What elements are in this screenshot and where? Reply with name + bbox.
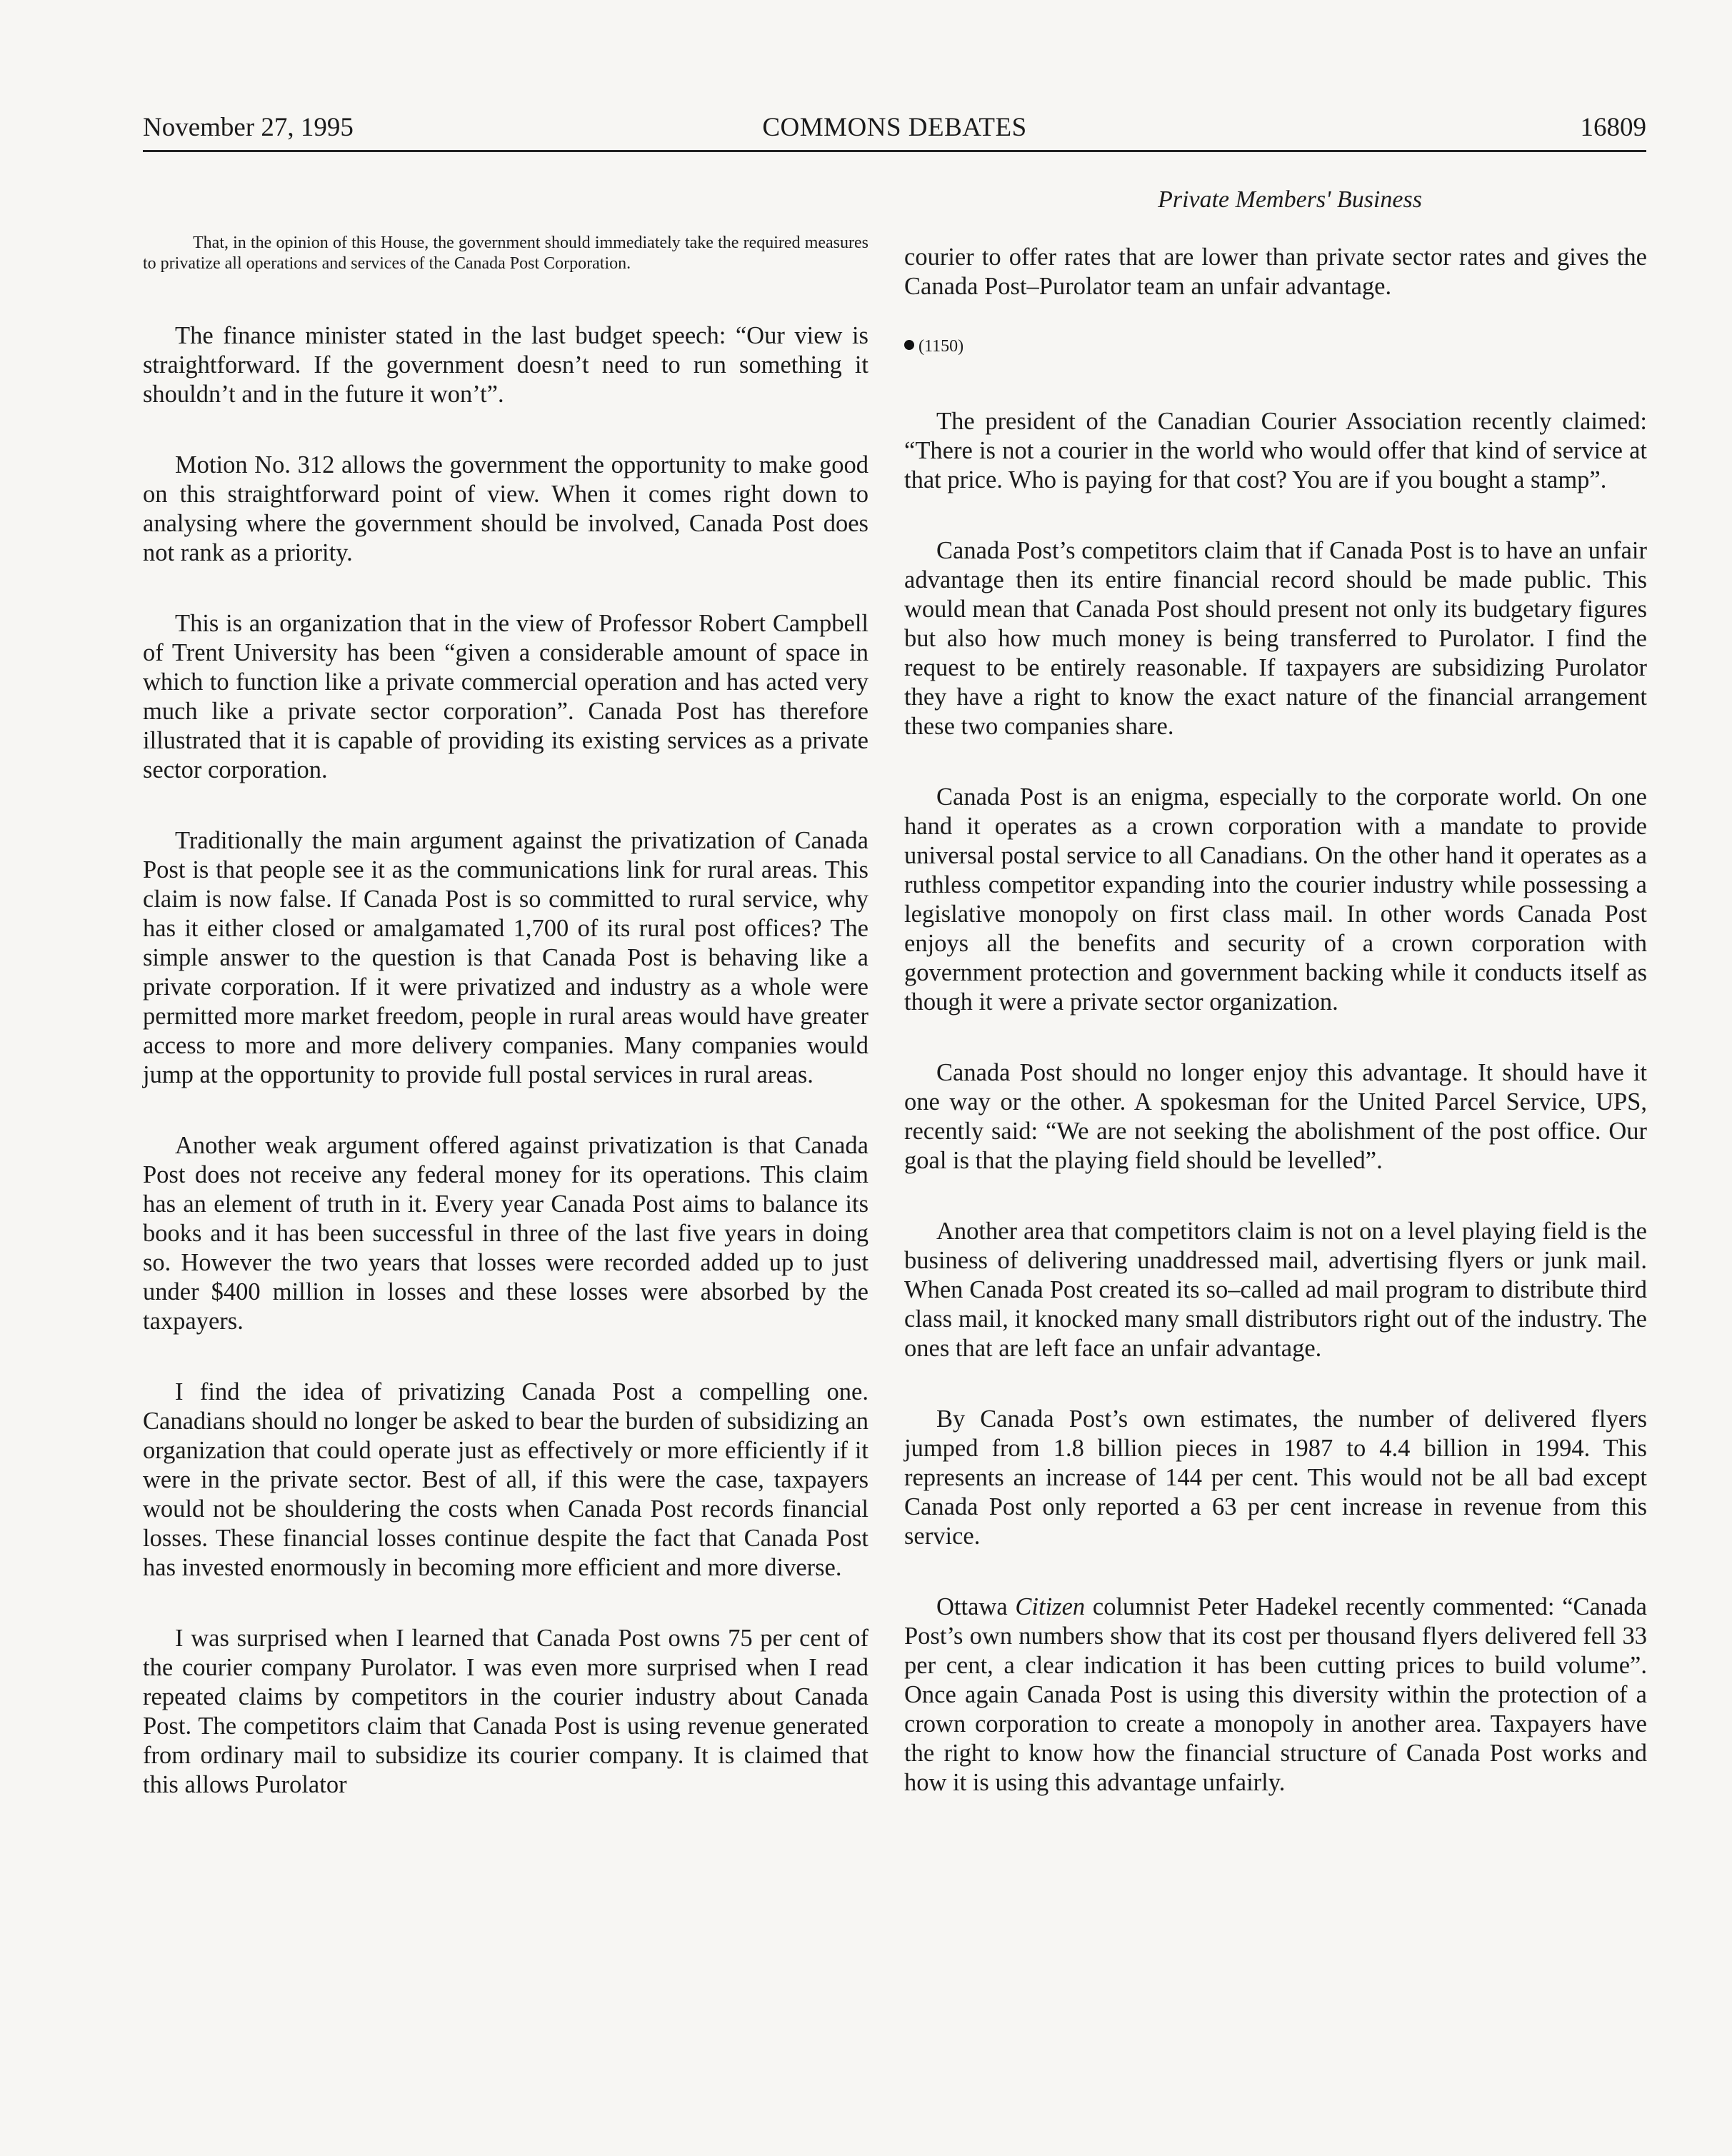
paragraph: Another weak argument offered against privatization is that Canada Post does not receive any federal money for its operations. This claim has an element of truth in it. Every year Canada Post aims to balance its books and it has been successful in three of the last five years in doing so. However the two years that losses were recorded added up to just under $400 million in losses and these losses were absorbed by the taxpayers. xyxy=(143,1132,868,1335)
paragraph: Canada Post is an enigma, especially to the corporate world. On one hand it operates as a crown corporation with a mandate to provide universal postal service to all Canadians. On the other hand it operates as a ruthless competitor expanding into the courier industry while possessing a legislative monopoly on first class mail. In other words Canada Post enjoys all the benefits and security of a crown corporation with government protection and government backing while it conducts itself as though it were a private sector organization. xyxy=(904,783,1647,1016)
paragraph: Canada Post’s competitors claim that if Canada Post is to have an unfair advantage then its entire financial record should be made public. This would mean that Canada Post should present not only its budgetary figures but also how much money is being transferred to Purolator. I find the request to be entirely reasonable. If taxpayers are subsidizing Purolator they have a right to know the exact nature of the financial arrangement these two companies share. xyxy=(904,537,1647,740)
header-rule xyxy=(143,150,1646,152)
section-title: Private Members' Business xyxy=(1158,186,1422,213)
paragraph-text-start: Ottawa xyxy=(936,1593,1016,1620)
paragraph: The finance minister stated in the last budget speech: “Our view is straightforward. If the government doesn’t need to run something it shouldn’t and in the future it won’t”. xyxy=(143,322,868,408)
motion-paragraph: That, in the opinion of this House, the government should immediately take the required measures to privatize all operations and services of the Canada Post Corporation. xyxy=(143,234,868,273)
right-column xyxy=(904,179,1647,1797)
paragraph-continuation: courier to offer rates that are lower than private sector rates and gives the Canada Post–Purolator team an unfair advantage. xyxy=(904,244,1647,300)
newspaper-name: Citizen xyxy=(1015,1593,1086,1620)
running-header xyxy=(143,106,1646,150)
paragraph: Canada Post should no longer enjoy this advantage. It should have it one way or the other. A spokesman for the United Parcel Service, UPS, recently said: “We are not seeking the abolishment of the post office. Our goal is that the playing field should be levelled”. xyxy=(904,1059,1647,1174)
paragraph: By Canada Post’s own estimates, the number of delivered flyers jumped from 1.8 billion pieces in 1987 to 4.4 billion in 1994. This represents an increase of 144 per cent. This would not be all bad except Canada Post only reported a 63 per cent increase in revenue from this service. xyxy=(904,1405,1647,1550)
time-marker xyxy=(904,336,1647,357)
paragraph: Traditionally the main argument against the privatization of Canada Post is that people see it as the communications link for rural areas. This claim is now false. If Canada Post is so committed to rural service, why has it either closed or amalgamated 1,700 of its rural post offices? The simple answer to the question is that Canada Post is behaving like a private corporation. If it were privatized and industry as a whole were permitted more market freedom, people in rural areas would have greater access to more and more delivery companies. Many companies would jump at the opportunity to provide full postal services in rural areas. xyxy=(143,827,868,1088)
paragraph: This is an organization that in the view of Professor Robert Campbell of Trent University has been “given a considerable amount of space in which to function like a private commercial operation and has acted very much like a private sector corporation”. Canada Post has therefore illustrated that it is capable of providing its existing services as a private sector corporation. xyxy=(143,610,868,783)
left-column xyxy=(143,179,868,1800)
motion-text xyxy=(143,233,868,274)
paragraph: The president of the Canadian Courier Association recently claimed: “There is not a courier in the world who would offer that kind of service at that price. Who is paying for that cost? You are if you bought a stamp”. xyxy=(904,408,1647,493)
time-marker-text: (1150) xyxy=(918,337,964,356)
bullet-dot-icon xyxy=(904,340,914,350)
header-journal-title: COMMONS DEBATES xyxy=(762,113,1027,142)
paragraph xyxy=(904,1593,1647,1797)
header-date: November 27, 1995 xyxy=(143,113,354,142)
paragraph: I find the idea of privatizing Canada Post a compelling one. Canadians should no longer be asked to bear the burden of subsidizing an organization that could operate just as effectively or more efficiently if it were in the private sector. Best of all, if this were the case, taxpayers would not be shouldering the costs when Canada Post records financial losses. These financial losses continue despite the fact that Canada Post has invested enormously in becoming more efficient and more diverse. xyxy=(143,1378,868,1581)
paragraph-text-rest: columnist Peter Hadekel recently commented: “Canada Post’s own numbers show that its cost per thousand flyers delivered fell 33 per cent, a clear indication it has been cutting prices to build volume”. Once again Canada Post is using this diversity within the protection of a crown corporation to create a monopoly in another area. Taxpayers have the right to know how the financial structure of Canada Post works and how it is using this advantage unfairly. xyxy=(904,1593,1647,1796)
paragraph: I was surprised when I learned that Canada Post owns 75 per cent of the courier company Purolator. I was even more surprised when I read repeated claims by competitors in the courier industry about Canada Post. The competitors claim that Canada Post is using revenue generated from ordinary mail to subsidize its courier company. It is claimed that this allows Purolator xyxy=(143,1625,868,1798)
paragraph: Motion No. 312 allows the government the opportunity to make good on this straightforward point of view. When it comes right down to analysing where the government should be involved, Canada Post does not rank as a priority. xyxy=(143,451,868,566)
paragraph: Another area that competitors claim is not on a level playing field is the business of delivering unaddressed mail, advertising flyers or junk mail. When Canada Post created its so–called ad mail program to distribute third class mail, it knocked many small distributors right out of the industry. The ones that are left face an unfair advantage. xyxy=(904,1218,1647,1362)
header-page-number: 16809 xyxy=(1580,113,1646,142)
